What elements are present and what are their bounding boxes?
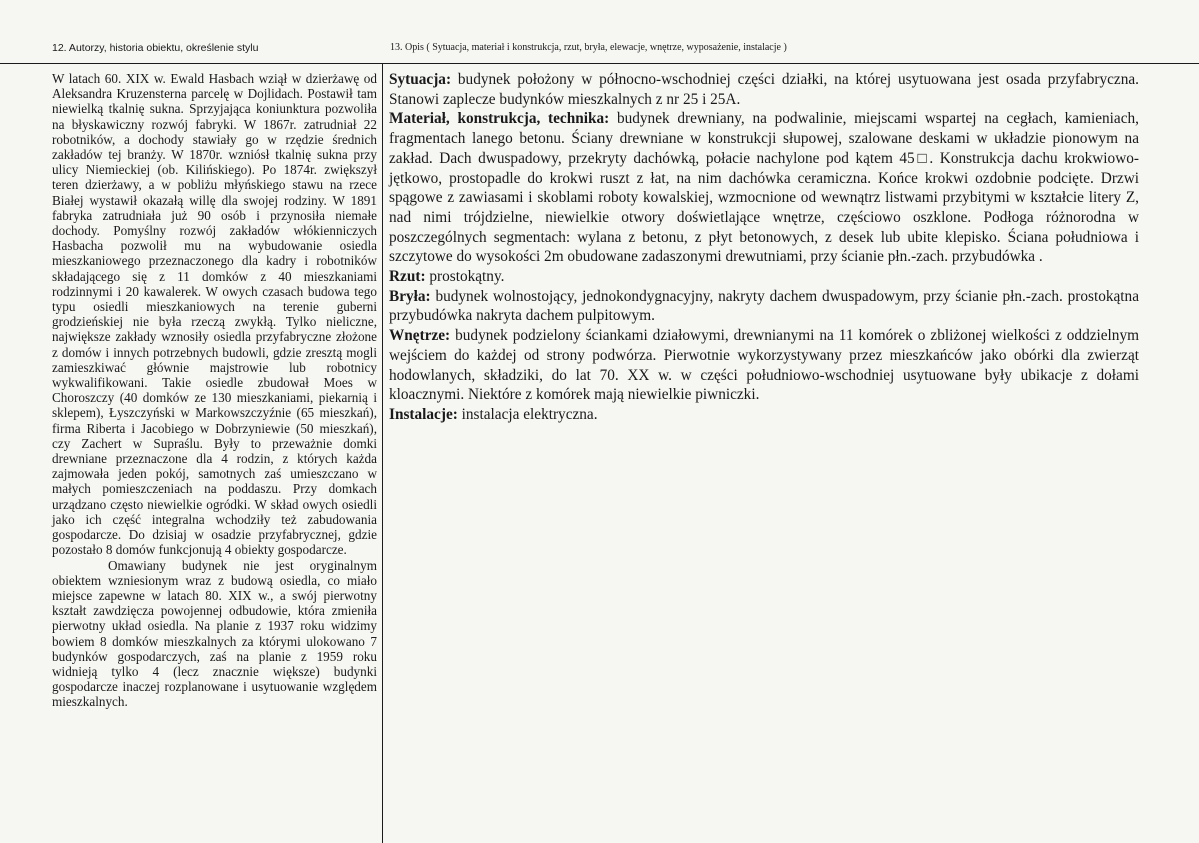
plan-paragraph xyxy=(389,267,1139,287)
situation-label: Sytuacja: xyxy=(389,71,452,88)
situation-paragraph xyxy=(389,70,1139,109)
installations-text: instalacja elektryczna. xyxy=(457,405,598,423)
history-column xyxy=(52,71,377,710)
horizontal-divider xyxy=(0,63,1199,64)
form-label: Bryła: xyxy=(389,287,431,305)
description-column xyxy=(389,70,1139,425)
section-12-heading: 12. Autorzy, historia obiektu, określenie stylu xyxy=(52,42,259,54)
plan-label: Rzut: xyxy=(389,268,426,286)
form-paragraph xyxy=(389,287,1139,326)
history-paragraph: Omawiany budynek nie jest oryginalnym obiektem wzniesionym wraz z budową osiedla, co miało miejsce zapewne w latach 80. XIX w., a swój pierwotny kształt zawdzięcza powojennej odbudowie, która zmieniła pierwotny układ osiedla. Na planie z 1937 roku widzimy bowiem 8 domków mieszkalnych za którymi ulokowano 7 budynków gospodarczych, zaś na planie z 1959 roku widnieją tylko 4 (lecz znacznie większe) budynki gospodarcze inaczej rozplanowane i usytuowanie względem mieszkalnych. xyxy=(52,557,377,710)
material-paragraph xyxy=(389,109,1139,267)
situation-text: budynek położony w północno-wschodniej części działki, na której usytuowana jest osada przyfabryczna. Stanowi zaplecze budynków mieszkalnych z nr 25 i 25A. xyxy=(389,71,1139,108)
interior-label: Wnętrze: xyxy=(389,327,451,345)
interior-paragraph xyxy=(389,326,1139,405)
installations-label: Instalacje: xyxy=(389,405,458,423)
vertical-divider xyxy=(382,64,383,843)
material-label: Materiał, konstrukcja, technika: xyxy=(389,110,610,128)
section-13-heading: 13. Opis ( Sytuacja, materiał i konstrukcja, rzut, bryła, elewacje, wnętrze, wyposażenie, instalacje ) xyxy=(390,42,787,53)
material-text: budynek drewniany, na podwalinie, miejscami wspartej na cegłach, kamieniach, fragmentach lanego betonu. Ściany drewniane w konstrukcji słupowej, szalowane deskami w układzie pionowym na zakład. Dach dwuspadowy, przekryty dachówką, połacie nachylone pod kątem 45□. Konstrukcja dachu krokwiowo-jętkowo, prostopadle do krokwi ruszt z łat, na nim dachówka ceramiczna. Końce krokwi ozdobnie podcięte. Drzwi spągowe z zawiasami i skoblami roboty kowalskiej, wzmocnione od wewnątrz listwami przybitymi w kształcie litery Z, nad nimi trójdzielne, niewielkie otwory doświetlające wnętrze, częściowo oszklone. Podłoga różnorodna w poszczególnych segmentach: wylana z betonu, z płyt betonowych, z desek lub ubite klepisko. Ściana południowa i szczytowe do wysokości 2m obudowane zadaszonymi drewutniami, przy ścianie płn.-zach. przybudówka . xyxy=(389,110,1139,266)
form-text: budynek wolnostojący, jednokondygnacyjny, nakryty dachem dwuspadowym, przy ścianie płn.-zach. prostokątna przybudówka nakryta dachem pulpitowym. xyxy=(389,287,1139,325)
history-paragraph: W latach 60. XIX w. Ewald Hasbach wziął w dzierżawę od Aleksandra Kruzensterna parcelę w Dojlidach. Postawił tam niewielką tkalnię sukna. Sprzyjająca koniunktura pozwoliła na błyskawiczny rozwój fabryki. W 1867r. zatrudniał 22 robotników, a dochody stawiały go w rzędzie średnich zakładów tej branży. W 1870r. wzniósł tkalnię sukna przy ulicy Niemieckiej (ob. Kilińskiego). Po 1874r. zwiększył teren dzierżawy, a w pobliżu młyńskiego stawu na rzece Białej wystawił okazałą willę dla swojej rodziny. W 1891 fabryka zatrudniała już 90 osób i przynosiła niemałe dochody. Pomyślny rozwój zakładów włókienniczych Hasbacha pozwolił mu na wybudowanie osiedla mieszkaniowego przeznaczonego dla kadry i robotników składającego się z 11 domków z 40 mieszkaniami rodzinnymi i 20 kawalerek. W owych czasach budowa tego typu osiedli mieszkaniowych na terenie guberni grodzieńskiej nie była rzeczą zwykłą. Tylko nieliczne, największe zakłady wznosiły osiedla przyfabryczne złożone z domów i innych potrzebnych budowli, gdzie zresztą mogli zamieszkiwać głównie majstrowie lub robotnicy wykwalifikowani. Takie osiedle zbudował Moes w Choroszczy (40 domków ze 130 mieszkaniami, piekarnią i sklepem), Łyszczyński w Markowszczyźnie (65 mieszkań), firma Riberta i Jacobiego w Dobrzyniewie (50 mieszkań), czy Zachert w Supraślu. Były to przeważnie domki drewniane przeznaczone dla 4 rodzin, z których każda zajmowała jeden pokój, samotnych zaś umieszczano w małych pomieszczeniach na poddaszu. Przy domkach urządzano często niewielkie ogródki. W skład owych osiedli jako ich część integralna wchodziły też zabudowania gospodarcze. Do dzisiaj w osadzie przyfabrycznej, gdzie pozostało 8 domów funkcjonują 4 obiekty gospodarcze. xyxy=(52,71,377,558)
installations-paragraph xyxy=(389,405,1139,425)
plan-text: prostokątny. xyxy=(425,268,505,286)
interior-text: budynek podzielony ściankami działowymi, drewnianymi na 11 komórek o zbliżonej wielkości z oddzielnym wejściem do każdej od strony podwórza. Pierwotnie wykorzystywany przez mieszkańców jako obórki dla zwierząt hodowlanych, składziki, do lat 70. XX w. w części południowo-wschodniej usytuowane były ubikacje z dołami kloacznymi. Niektóre z komórek mają niewielkie piwniczki. xyxy=(389,327,1139,404)
